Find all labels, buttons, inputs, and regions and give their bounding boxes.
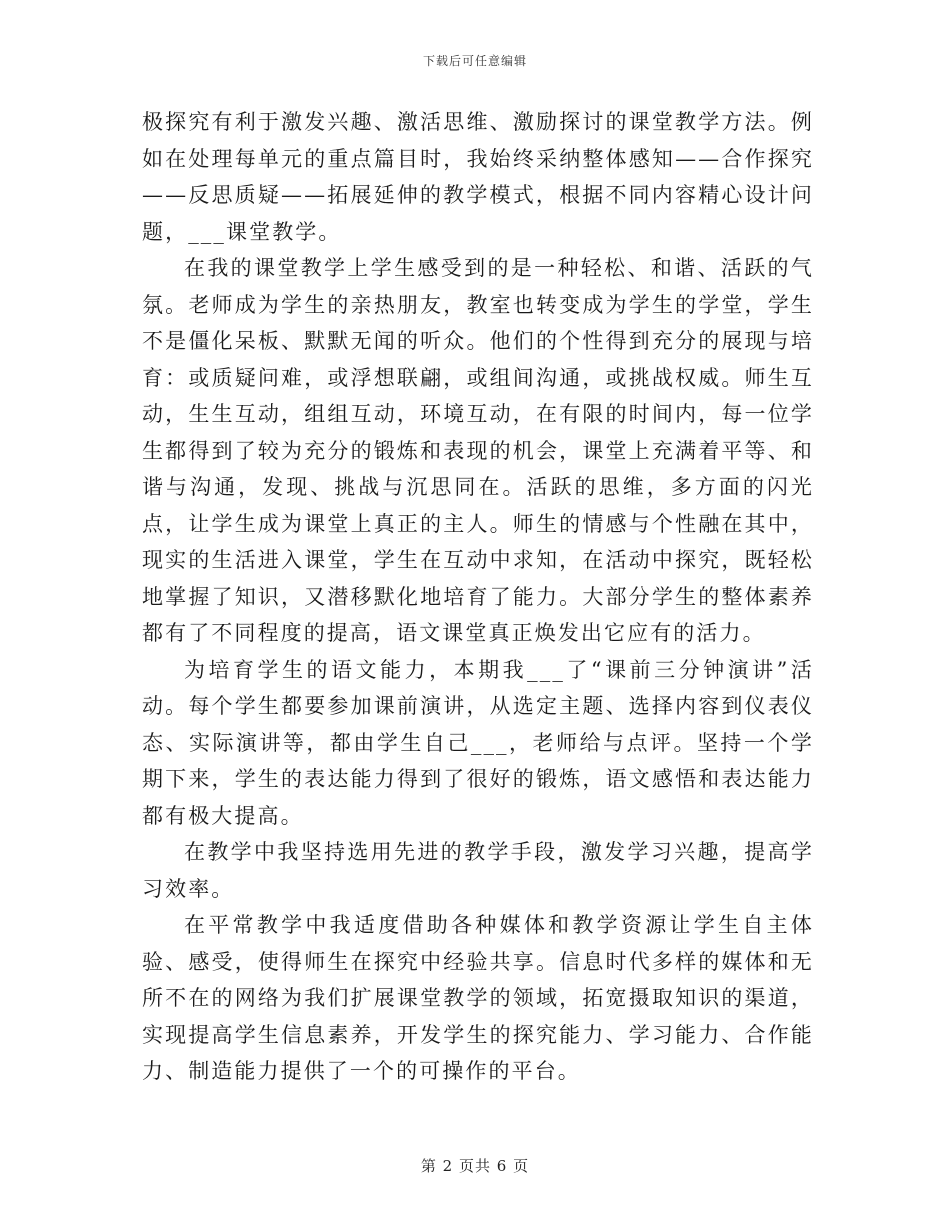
paragraph: 为培育学生的语文能力，本期我___了“课前三分钟演讲”活动。每个学生都要参加课前演讲，从选定主题、选择内容到仪表仪态、实际演讲等，都由学生自己___，老师给与点评。坚持一个学期下来，学生的表达能力得到了很好的锻炼，语文感悟和表达能力都有极大提高。 <box>142 657 814 828</box>
page-header: 下载后可任意编辑 <box>422 54 527 68</box>
paragraph: 极探究有利于激发兴趣、激活思维、激励探讨的课堂教学方法。例如在处理每单元的重点篇目时，我始终采纳整体感知——合作探究——反思质疑——拓展延伸的教学模式，根据不同内容精心设计问题，___课堂教学。 <box>142 110 814 244</box>
paragraph: 在平常教学中我适度借助各种媒体和教学资源让学生自主体验、感受，使得师生在探究中经验共享。信息时代多样的媒体和无所不在的网络为我们扩展课堂教学的领域，拓宽摄取知识的渠道，实现提高学生信息素养，开发学生的探究能力、学习能力、合作能力、制造能力提供了一个的可操作的平台。 <box>142 913 814 1083</box>
page-footer: 第 2 页共 6 页 <box>420 1157 530 1175</box>
paragraph: 在我的课堂教学上学生感受到的是一种轻松、和谐、活跃的气氛。老师成为学生的亲热朋友，教室也转变成为学生的学堂，学生不是僵化呆板、默默无闻的听众。他们的个性得到充分的展现与培育：或质疑问难，或浮想联翩，或组间沟通，或挑战权威。师生互动，生生互动，组组互动，环境互动，在有限的时间内，每一位学生都得到了较为充分的锻炼和表现的机会，课堂上充满着平等、和谐与沟通，发现、挑战与沉思同在。活跃的思维，多方面的闪光点，让学生成为课堂上真正的主人。师生的情感与个性融在其中，现实的生活进入课堂，学生在互动中求知，在活动中探究，既轻松地掌握了知识，又潜移默化地培育了能力。大部分学生的整体素养都有了不同程度的提高，语文课堂真正焕发出它应有的活力。 <box>142 256 814 645</box>
paragraph: 在教学中我坚持选用先进的教学手段，激发学习兴趣，提高学习效率。 <box>142 840 814 901</box>
document-body <box>142 104 814 1090</box>
